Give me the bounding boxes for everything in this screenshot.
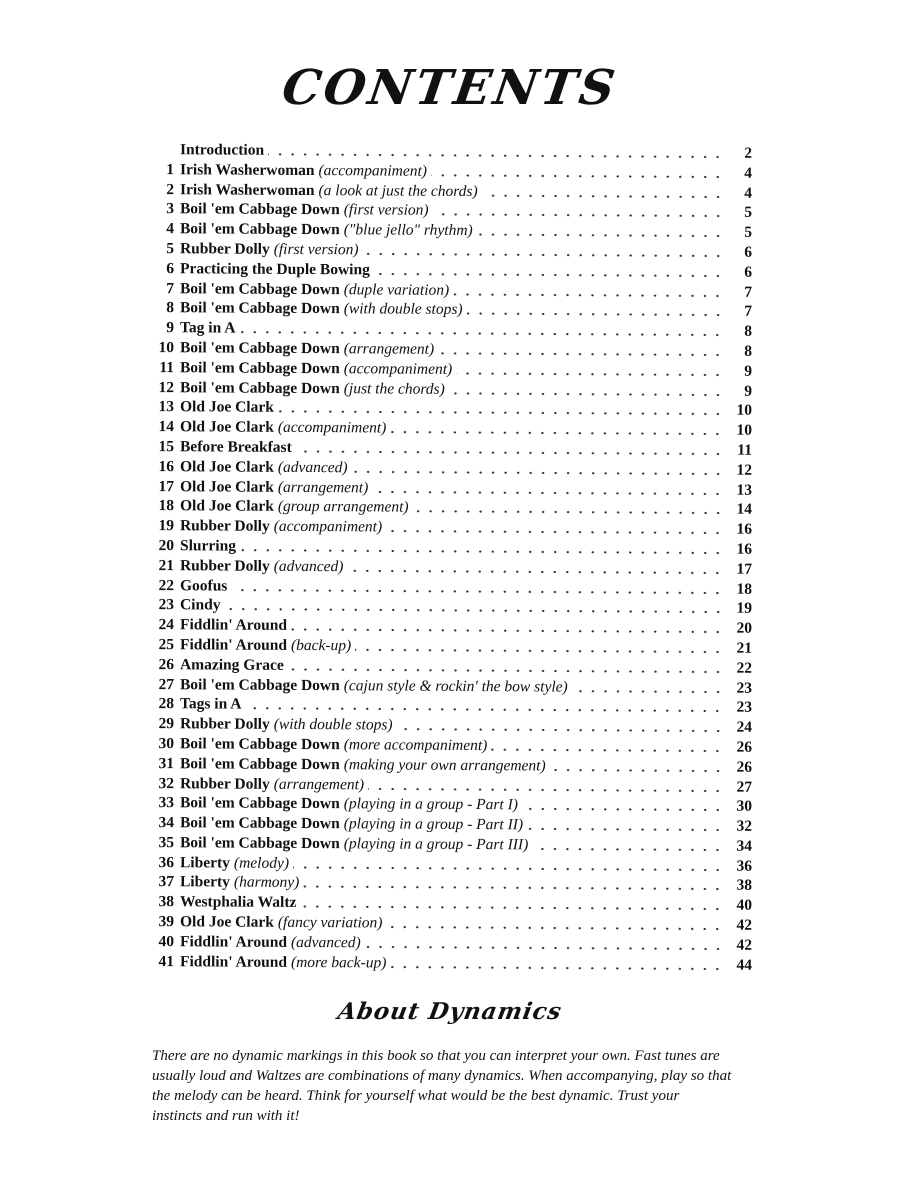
toc-entry-note: (first version) (343, 201, 429, 220)
dot-leader (449, 392, 724, 397)
toc-entry-title: Cindy (179, 596, 221, 614)
dot-leader (572, 690, 724, 694)
toc-entry-note: (just the chords) (343, 379, 445, 398)
toc-entry-title: Boil 'em Cabbage Down (179, 299, 340, 318)
toc-entry-note: ("blue jello" rhythm) (343, 221, 473, 240)
dot-leader (303, 886, 724, 892)
dot-leader (291, 628, 724, 634)
toc-entry-number: 16 (158, 457, 175, 475)
toc-entry-title: Goofus (179, 576, 228, 595)
dot-leader (362, 253, 723, 258)
toc-entry-page: 38 (736, 877, 753, 895)
dot-leader (245, 707, 724, 713)
toc-entry-page: 40 (736, 896, 753, 915)
dot-leader (550, 769, 724, 773)
dot-leader (456, 372, 724, 377)
toc-entry-page: 12 (736, 461, 753, 479)
toc-entry-page: 9 (744, 362, 753, 380)
page-title: CONTENTS (278, 60, 622, 116)
toc-entry-number: 3 (166, 200, 175, 218)
dot-leader (477, 234, 724, 239)
toc-entry-page: 42 (736, 916, 753, 934)
toc-entry-page: 9 (744, 382, 753, 400)
toc-entry-number: 14 (158, 418, 175, 436)
toc-entry-number: 38 (158, 893, 175, 911)
toc-entry-number: 29 (158, 715, 175, 733)
toc-entry-number: 19 (158, 517, 175, 535)
toc-entry-title: Boil 'em Cabbage Down (179, 814, 340, 833)
toc-entry-note: (making your own arrangement) (343, 755, 546, 775)
toc-entry-title: Boil 'em Cabbage Down (179, 279, 340, 298)
dot-leader (365, 946, 724, 951)
toc-entry-page: 26 (736, 758, 753, 776)
toc-entry-note: (playing in a group - Part II) (343, 815, 524, 834)
dot-leader (433, 214, 724, 219)
toc-entry-note: (fancy variation) (277, 913, 383, 932)
toc-entry-number: 8 (166, 299, 175, 317)
toc-entry-page: 34 (736, 837, 753, 855)
toc-entry-title: Fiddlin' Around (179, 933, 288, 951)
toc-entry-title: Old Joe Clark (179, 398, 274, 417)
toc-entry-page: 16 (736, 520, 753, 538)
toc-entry-title: Liberty (179, 853, 230, 872)
toc-entry-title: Fiddlin' Around (179, 952, 288, 971)
dot-leader (413, 510, 724, 515)
toc-entry-page: 36 (736, 857, 753, 875)
toc-entry-page: 10 (736, 402, 753, 420)
toc-entry-title: Boil 'em Cabbage Down (179, 754, 340, 773)
toc-entry-page: 23 (736, 698, 753, 717)
toc-entry-page: 21 (736, 639, 753, 657)
dot-leader (386, 530, 724, 535)
toc-entry-page: 19 (736, 599, 753, 618)
toc-entry-page: 30 (736, 797, 753, 816)
toc-entry-title: Rubber Dolly (179, 556, 270, 575)
toc-entry-title: Rubber Dolly (179, 774, 270, 793)
toc-entry-number: 37 (158, 873, 175, 891)
toc-entry-number: 23 (158, 596, 175, 614)
toc-entry-page: 20 (736, 619, 753, 637)
toc-entry-note: (duple variation) (343, 280, 450, 299)
toc-entry-number: 33 (158, 794, 175, 812)
toc-entry-number: 11 (159, 358, 175, 376)
toc-entry-title: Boil 'em Cabbage Down (179, 339, 340, 358)
toc-entry-title: Liberty (179, 873, 230, 892)
toc-entry-title: Old Joe Clark (179, 457, 274, 476)
table-of-contents (140, 140, 753, 974)
toc-entry-number: 22 (158, 576, 175, 594)
toc-entry-note: (playing in a group - Part III) (343, 835, 529, 854)
toc-entry-title: Slurring (179, 537, 237, 555)
toc-entry-page: 2 (744, 144, 753, 162)
toc-entry-page: 11 (737, 441, 753, 459)
dot-leader (372, 490, 724, 495)
toc-entry-number: 25 (158, 636, 175, 654)
toc-entry-note: (arrangement) (273, 775, 365, 793)
about-dynamics-paragraph: There are no dynamic markings in this book so that you can interpret your own. Fast tunes are usually loud and Waltzes are combinations of many dynamics. When accompanying, play so that the melody can be heard. Think for yourself what would be the best dynamic. Trust your instincts and run with it! (152, 1048, 732, 1124)
toc-entry-number: 7 (166, 279, 175, 297)
toc-entry-note: (cajun style & rockin' the bow style) (343, 676, 568, 696)
toc-entry-number: 34 (158, 814, 175, 832)
dot-leader (296, 450, 724, 456)
toc-entry-page: 8 (744, 342, 753, 360)
toc-entry-title: Boil 'em Cabbage Down (179, 359, 340, 377)
dot-leader (491, 748, 724, 752)
toc-entry-page: 7 (744, 283, 753, 301)
toc-entry-number: 13 (158, 398, 175, 416)
toc-entry-page: 26 (736, 738, 753, 756)
toc-entry-title: Rubber Dolly (179, 240, 270, 258)
toc-entry-title: Tag in A (179, 319, 236, 337)
toc-entry-title: Boil 'em Cabbage Down (179, 675, 340, 694)
toc-entry-page: 44 (736, 956, 753, 974)
toc-entry-number: 40 (158, 932, 175, 951)
dot-leader (352, 470, 724, 475)
toc-entry-page: 14 (736, 500, 753, 519)
toc-entry-number: 32 (158, 774, 175, 792)
dot-leader (522, 808, 724, 812)
toc-entry-note: (accompaniment) (343, 360, 453, 378)
toc-entry-page: 8 (744, 322, 753, 340)
dot-leader (397, 728, 724, 733)
toc-entry-title: Boil 'em Cabbage Down (179, 378, 340, 397)
toc-entry-title: Fiddlin' Around (179, 616, 288, 635)
toc-entry-number: 9 (166, 319, 175, 337)
toc-entry-title: Introduction (179, 141, 265, 159)
toc-entry-page: 4 (744, 164, 753, 182)
toc-entry-number: 24 (158, 616, 175, 634)
toc-entry-note: (arrangement) (343, 340, 435, 358)
toc-entry-page: 7 (744, 303, 753, 321)
dot-leader (374, 273, 724, 278)
toc-entry-note: (accompaniment) (277, 418, 387, 437)
toc-entry-note: (advanced) (273, 557, 344, 575)
toc-entry-page: 10 (736, 421, 753, 439)
dot-leader (390, 431, 724, 436)
toc-entry-number: 26 (158, 655, 175, 673)
dot-leader (386, 926, 724, 931)
dot-leader (347, 569, 724, 574)
toc-entry-note: (more back-up) (290, 953, 387, 972)
dot-leader (288, 668, 724, 674)
dot-leader (239, 331, 724, 337)
toc-entry-title: Old Joe Clark (179, 913, 274, 931)
toc-entry-number: 30 (158, 735, 175, 753)
dot-leader (438, 352, 724, 357)
toc-entry-page: 5 (744, 223, 753, 241)
toc-entry-title: Rubber Dolly (179, 517, 270, 535)
dot-leader (224, 608, 724, 614)
toc-entry-note: (with double stops) (273, 715, 393, 734)
toc-entry-page: 22 (736, 659, 753, 677)
toc-entry-title: Irish Washerwoman (179, 161, 315, 179)
dot-leader (300, 906, 724, 912)
toc-entry-note: (back-up) (290, 636, 352, 655)
toc-entry-number: 18 (158, 497, 175, 515)
toc-entry-note: (more accompaniment) (343, 736, 488, 755)
toc-entry-page: 6 (744, 263, 753, 281)
toc-entry-title: Amazing Grace (179, 655, 284, 674)
dot-leader (278, 411, 724, 417)
toc-entry-page: 27 (736, 778, 753, 796)
toc-entry-note: (harmony) (233, 874, 300, 892)
toc-entry (140, 952, 752, 976)
toc-entry-note: (accompaniment) (273, 517, 383, 536)
dot-leader (532, 848, 724, 852)
toc-entry-number: 1 (166, 160, 175, 179)
toc-entry-number: 21 (158, 556, 175, 574)
toc-entry-title: Practicing the Duple Bowing (179, 260, 370, 279)
dot-leader (431, 174, 724, 179)
toc-entry-page: 16 (736, 540, 753, 558)
toc-entry-page: 18 (736, 580, 753, 598)
toc-entry-number: 2 (166, 180, 175, 198)
toc-entry-title: Boil 'em Cabbage Down (179, 220, 340, 239)
toc-entry-title: Westphalia Waltz (179, 893, 297, 912)
dot-leader (482, 194, 724, 198)
toc-entry-number: 31 (158, 754, 175, 772)
toc-entry-note: (first version) (273, 240, 359, 259)
section-heading: About Dynamics (335, 998, 565, 1025)
toc-entry-page: 13 (736, 481, 753, 499)
dot-leader (368, 787, 724, 792)
toc-entry-title: Before Breakfast (179, 438, 292, 456)
toc-entry-note: (playing in a group - Part I) (343, 795, 519, 814)
dot-leader (293, 866, 724, 872)
toc-entry-title: Tags in A (179, 695, 242, 713)
toc-entry-note: (accompaniment) (318, 161, 428, 180)
toc-entry-number: 36 (158, 853, 175, 871)
dot-leader (527, 828, 724, 832)
toc-entry-page: 32 (736, 817, 753, 835)
toc-entry-note: (melody) (233, 854, 290, 872)
toc-entry-number: 5 (166, 240, 175, 258)
toc-entry-number: 4 (166, 220, 175, 238)
toc-entry-page: 5 (744, 204, 753, 222)
toc-entry-number: 27 (158, 675, 175, 693)
toc-entry-page: 17 (736, 560, 753, 578)
toc-entry-number: 15 (158, 438, 175, 456)
toc-entry-note: (advanced) (290, 933, 361, 952)
toc-entry-note: (advanced) (277, 458, 348, 477)
toc-entry-page: 24 (736, 718, 753, 736)
toc-entry-note: (group arrangement) (277, 498, 409, 516)
toc-entry-number: 10 (158, 339, 175, 357)
toc-entry-title: Boil 'em Cabbage Down (179, 735, 340, 754)
toc-entry-title: Boil 'em Cabbage Down (179, 794, 340, 813)
toc-entry-number: 39 (158, 913, 175, 931)
toc-entry-number: 17 (158, 477, 175, 495)
toc-entry-number: 12 (158, 378, 175, 396)
toc-entry-title: Old Joe Clark (179, 418, 274, 436)
toc-entry-note: (arrangement) (277, 478, 369, 496)
dot-leader (467, 313, 724, 318)
dot-leader (268, 153, 724, 159)
toc-entry-number: 20 (158, 537, 175, 555)
toc-entry-number: 35 (158, 834, 175, 852)
toc-entry-page: 4 (744, 184, 753, 202)
toc-entry-page: 42 (736, 936, 753, 954)
toc-entry-note: (with double stops) (343, 300, 463, 319)
toc-entry-title: Old Joe Clark (179, 477, 274, 496)
toc-entry-title: Rubber Dolly (179, 715, 270, 733)
toc-entry-note: (a look at just the chords) (318, 181, 478, 200)
toc-entry-title: Fiddlin' Around (179, 636, 288, 654)
toc-entry-page: 23 (736, 679, 753, 697)
toc-entry-title: Irish Washerwoman (179, 180, 315, 199)
toc-entry-page: 6 (744, 243, 753, 261)
toc-entry-number: 6 (166, 259, 175, 277)
toc-entry-number: 28 (158, 695, 175, 713)
dot-leader (231, 588, 724, 594)
dot-leader (240, 549, 724, 555)
dot-leader (355, 649, 724, 654)
toc-entry-number: 41 (158, 952, 175, 970)
toc-entry-title: Boil 'em Cabbage Down (179, 200, 340, 219)
dot-leader (390, 966, 724, 971)
dot-leader (453, 293, 724, 298)
toc-entry-title: Boil 'em Cabbage Down (179, 834, 340, 853)
toc-entry-title: Old Joe Clark (179, 497, 274, 516)
